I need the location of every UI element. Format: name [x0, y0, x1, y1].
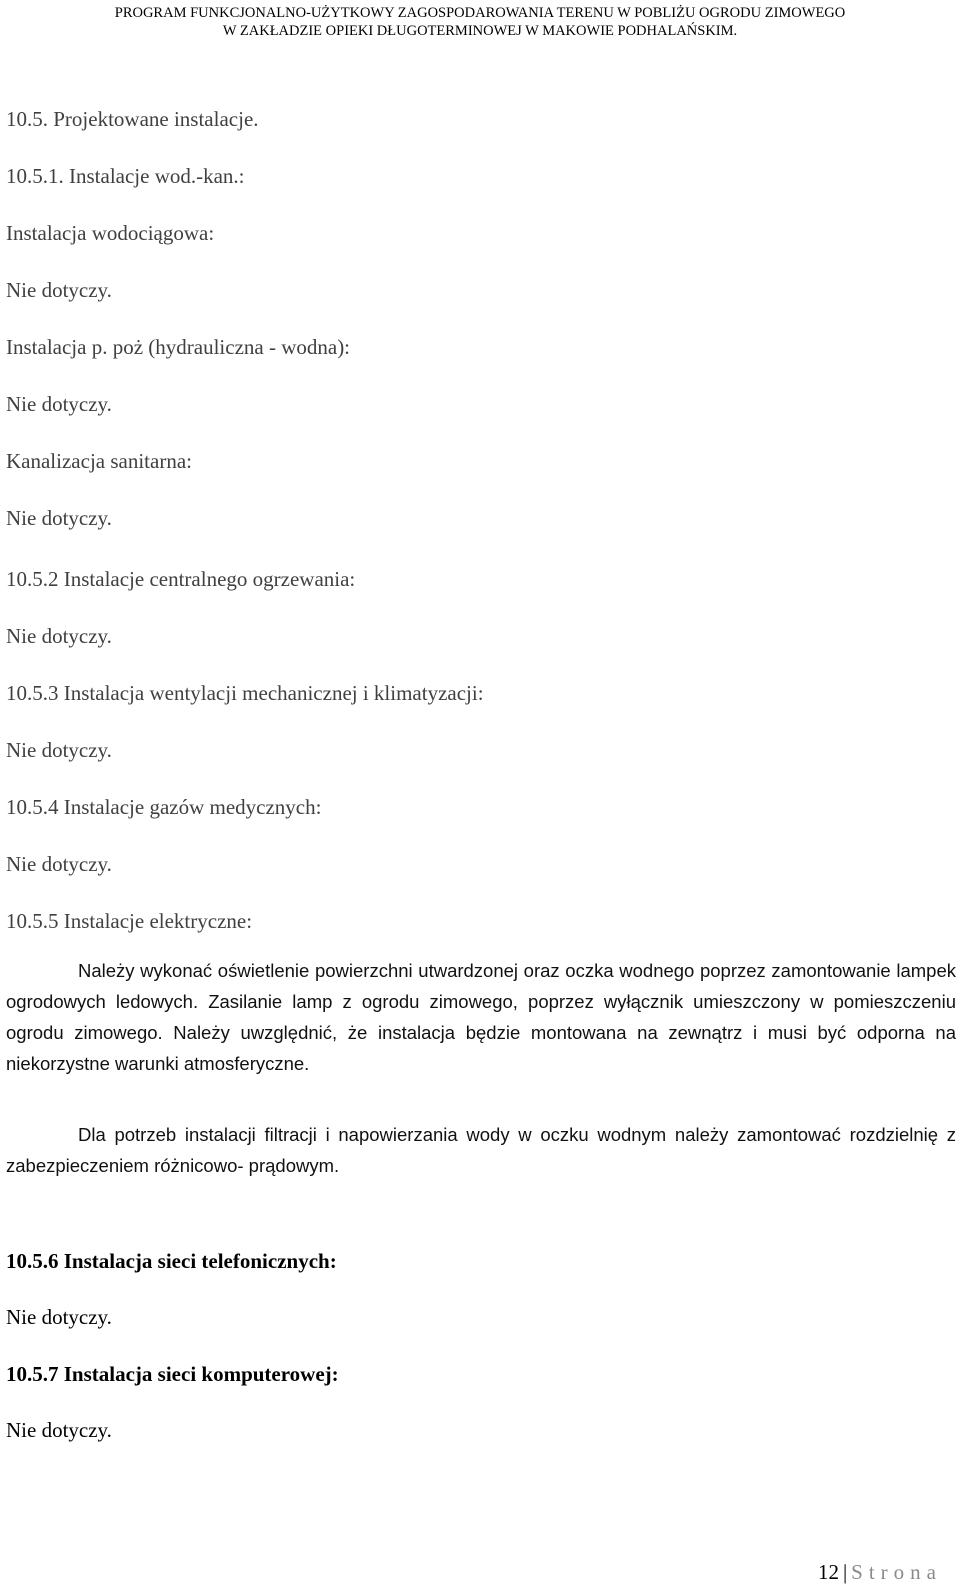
footer-separator: |: [842, 1560, 848, 1584]
section-heading-10-5-4: 10.5.4 Instalacje gazów medycznych:: [6, 795, 322, 819]
section-heading-10-5-5: 10.5.5 Instalacje elektryczne:: [6, 909, 253, 933]
not-applicable-text: Nie dotyczy.: [6, 852, 112, 876]
section-heading-10-5: 10.5. Projektowane instalacje.: [6, 107, 259, 131]
page-footer: [818, 1559, 942, 1585]
electrical-paragraph-2: [6, 1119, 956, 1181]
section-heading-10-5-1: 10.5.1. Instalacje wod.-kan.:: [6, 164, 245, 188]
section-heading-10-5-2: 10.5.2 Instalacje centralnego ogrzewania:: [6, 567, 356, 591]
electrical-paragraph-1: [6, 955, 956, 1079]
paragraph-text: Należy wykonać oświetlenie powierzchni utwardzonej oraz oczka wodnego poprzez zamontowanie lampek ogrodowych ledowych. Zasilanie lamp z ogrodu zimowego, poprzez wyłącznik umieszczony w pomieszczeniu ogrodu zimowego. Należy uwzględnić, że instalacja będzie montowana na zewnątrz i musi być odporna na niekorzystne warunki atmosferyczne.: [6, 960, 956, 1074]
not-applicable-text: Nie dotyczy.: [6, 1305, 112, 1329]
page-label: Strona: [851, 1560, 942, 1584]
not-applicable-text: Nie dotyczy.: [6, 1418, 112, 1442]
section-heading-10-5-6: 10.5.6 Instalacja sieci telefonicznych:: [6, 1249, 337, 1273]
not-applicable-text: Nie dotyczy.: [6, 624, 112, 648]
section-heading-10-5-3: 10.5.3 Instalacja wentylacji mechanicznej i klimatyzacji:: [6, 681, 484, 705]
subsection-heading-water: Instalacja wodociągowa:: [6, 221, 215, 245]
header-line-2: W ZAKŁADZIE OPIEKI DŁUGOTERMINOWEJ W MAKOWIE PODHALAŃSKIM.: [222, 23, 738, 39]
not-applicable-text: Nie dotyczy.: [6, 278, 112, 302]
not-applicable-text: Nie dotyczy.: [6, 506, 112, 530]
paragraph-text: Dla potrzeb instalacji filtracji i napowierzania wody w oczku wodnym należy zamontować rozdzielnię z zabezpieczeniem różnicowo- prądowym.: [6, 1124, 956, 1176]
page-number: 12: [817, 1560, 839, 1584]
document-header: [0, 4, 960, 40]
subsection-heading-fire: Instalacja p. poż (hydrauliczna - wodna):: [6, 335, 351, 359]
not-applicable-text: Nie dotyczy.: [6, 738, 112, 762]
header-line-1: PROGRAM FUNKCJONALNO-UŻYTKOWY ZAGOSPODAROWANIA TERENU W POBLIŻU OGRODU ZIMOWEGO: [114, 5, 846, 21]
not-applicable-text: Nie dotyczy.: [6, 392, 112, 416]
subsection-heading-sewage: Kanalizacja sanitarna:: [6, 449, 192, 473]
section-heading-10-5-7: 10.5.7 Instalacja sieci komputerowej:: [6, 1362, 339, 1386]
